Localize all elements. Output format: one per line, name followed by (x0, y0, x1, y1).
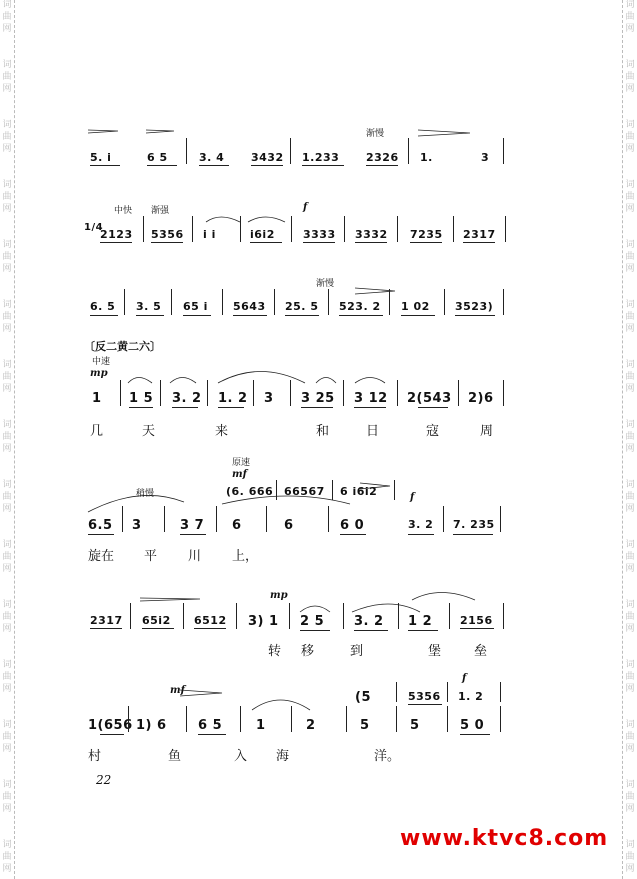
note-group: 7235 (410, 228, 443, 241)
bar-line (186, 706, 187, 732)
watermark-char: 词 (625, 240, 635, 250)
note-group: 2156 (460, 614, 493, 627)
watermark-char: 词 (2, 480, 12, 490)
lyric: 几 (90, 424, 104, 439)
watermark-char: 曲 (2, 72, 12, 82)
watermark-char: 曲 (625, 432, 635, 442)
watermark-char: 网 (625, 444, 635, 454)
bar-line (291, 216, 292, 242)
lyric: 平 (144, 549, 158, 564)
watermark-char: 网 (625, 684, 635, 694)
watermark-char: 词 (625, 540, 635, 550)
bar-line (240, 706, 241, 732)
watermark-char: 曲 (625, 792, 635, 802)
watermark-char: 曲 (2, 612, 12, 622)
watermark-char: 网 (2, 144, 12, 154)
note-group: 3. 2 (172, 391, 202, 406)
bar-line (505, 216, 506, 242)
note-group: 6. 5 (90, 300, 116, 313)
dynamics-mark: f (462, 673, 467, 684)
bar-line (328, 506, 329, 532)
watermark-char: 词 (2, 420, 12, 430)
note-group: 1 02 (401, 300, 430, 313)
lyric: 来 (215, 424, 229, 439)
lyric: 村 (88, 749, 102, 764)
lyric: 转 (268, 644, 282, 659)
watermark-char: 词 (625, 780, 635, 790)
watermark-char: 曲 (2, 192, 12, 202)
watermark-char: 网 (2, 864, 12, 874)
watermark-char: 曲 (2, 372, 12, 382)
watermark-char: 网 (625, 504, 635, 514)
note-group: 1) 6 (136, 718, 167, 733)
watermark-char: 词 (2, 600, 12, 610)
dynamics-mark: mp (90, 368, 108, 379)
note-group: 6 5 (147, 151, 168, 164)
note-group: 5 0 (460, 718, 485, 733)
note-group: 5356 (151, 228, 184, 241)
note-group: i i (203, 228, 216, 241)
bar-line (240, 216, 241, 242)
watermark-char: 曲 (625, 672, 635, 682)
lyric: 上， (232, 549, 259, 564)
watermark-char: 词 (2, 240, 12, 250)
bar-line (503, 138, 504, 164)
bar-line (344, 216, 345, 242)
note-group: 1. 2 (218, 391, 248, 406)
upper-note-group: 6 i6i2 (340, 485, 378, 498)
lyric: 天 (142, 424, 156, 439)
note-group: 3333 (303, 228, 336, 241)
lyric: 入 (234, 749, 248, 764)
watermark-char: 词 (2, 660, 12, 670)
bar-line (183, 603, 184, 629)
watermark-char: 网 (625, 24, 635, 34)
bar-line (396, 706, 397, 732)
watermark-char: 曲 (2, 252, 12, 262)
lyric: 堡 (428, 644, 442, 659)
dynamics-mark: 渐强 (151, 206, 170, 216)
watermark-char: 曲 (625, 252, 635, 262)
bar-line (290, 380, 291, 406)
watermark-char: 词 (2, 0, 12, 10)
watermark-char: 网 (625, 564, 635, 574)
watermark-char: 词 (625, 720, 635, 730)
note-group: 65i2 (142, 614, 171, 627)
bar-line (164, 506, 165, 532)
watermark-char: 网 (2, 204, 12, 214)
bar-line (192, 216, 193, 242)
note-group: 2)6 (468, 391, 494, 406)
lyric: 寇 (426, 424, 440, 439)
watermark-char: 曲 (2, 852, 12, 862)
bar-line (143, 216, 144, 242)
bar-line (500, 706, 501, 732)
lyric: 周 (480, 424, 494, 439)
note-group: 3. 5 (136, 300, 162, 313)
bar-line (408, 138, 409, 164)
upper-note-group: 66567 (284, 485, 325, 498)
tempo-mark: 稍慢 (136, 489, 155, 499)
note-group: 1. (420, 151, 433, 164)
watermark-char: 网 (625, 264, 635, 274)
note-group: 3 (481, 151, 490, 164)
watermark-char: 词 (625, 420, 635, 430)
note-group: 2 5 (300, 614, 325, 629)
note-group: 3 25 (301, 391, 335, 406)
watermark-char: 曲 (2, 672, 12, 682)
watermark-char: 曲 (625, 72, 635, 82)
note-group: 7. 235 (453, 518, 495, 531)
note-group: 5643 (233, 300, 266, 313)
section-header: 〔反二黄二六〕 (84, 340, 161, 353)
dynamics-mark: f (303, 202, 308, 213)
note-group: 1 5 (129, 391, 154, 406)
note-group: 3. 2 (408, 518, 434, 531)
watermark-char: 曲 (625, 372, 635, 382)
upper-note-group: (6. 666 (226, 485, 274, 498)
lyric: 垒 (474, 644, 488, 659)
bar-line (444, 289, 445, 315)
note-group: 3. 2 (354, 614, 384, 629)
watermark-char: 词 (2, 300, 12, 310)
note-group: 1 (256, 718, 266, 733)
bar-line (443, 506, 444, 532)
watermark-char: 曲 (625, 852, 635, 862)
note-group: 2 (306, 718, 316, 733)
watermark-char: 曲 (625, 732, 635, 742)
tempo-mark: 中速 (92, 357, 111, 367)
bar-line (274, 289, 275, 315)
watermark-char: 网 (2, 24, 12, 34)
note-group: 6 (232, 518, 242, 533)
note-group: 3 12 (354, 391, 388, 406)
watermark-char: 网 (2, 444, 12, 454)
bar-line (266, 506, 267, 532)
bar-line (453, 216, 454, 242)
bar-line (447, 706, 448, 732)
watermark-char: 曲 (625, 312, 635, 322)
watermark-char: 网 (625, 804, 635, 814)
bar-line (253, 380, 254, 406)
bar-line (328, 289, 329, 315)
dynamics-mark: mf (170, 685, 185, 696)
note-group: 3432 (251, 151, 284, 164)
bar-line (389, 289, 390, 315)
note-group: 3 7 (180, 518, 205, 533)
bar-line (122, 506, 123, 532)
watermark-char: 词 (625, 480, 635, 490)
watermark-char: 曲 (2, 432, 12, 442)
watermark-char: 网 (2, 744, 12, 754)
watermark-char: 词 (2, 120, 12, 130)
watermark-char: 网 (2, 624, 12, 634)
bar-line (130, 603, 131, 629)
note-group: 523. 2 (339, 300, 381, 313)
upper-note-group: 1. 2 (458, 690, 484, 703)
tempo-mark: 原速 (232, 458, 251, 468)
watermark-char: 网 (2, 384, 12, 394)
note-group: 25. 5 (285, 300, 319, 313)
lyric: 川 (188, 549, 202, 564)
note-group: 3523) (455, 300, 494, 313)
bar-line (398, 603, 399, 629)
watermark-char: 曲 (625, 552, 635, 562)
watermark-char: 词 (625, 120, 635, 130)
upper-note-group: 5356 (408, 690, 441, 703)
bar-line (216, 506, 217, 532)
lyric: 鱼 (168, 749, 182, 764)
bar-line (449, 603, 450, 629)
page-number: 22 (96, 773, 112, 787)
note-group: 1 2 (408, 614, 433, 629)
note-group: 6512 (194, 614, 227, 627)
watermark-char: 曲 (2, 732, 12, 742)
watermark-char: 词 (625, 360, 635, 370)
bar-line (503, 603, 504, 629)
watermark-char: 网 (2, 684, 12, 694)
note-group: i6i2 (250, 228, 275, 241)
watermark-char: 网 (2, 804, 12, 814)
watermark-char: 曲 (2, 12, 12, 22)
watermark-char: 词 (2, 840, 12, 850)
lyric: 移 (301, 644, 315, 659)
note-group: 1.233 (302, 151, 340, 164)
tempo-mark: 渐慢 (366, 129, 385, 139)
bar-line (120, 380, 121, 406)
watermark-char: 网 (2, 504, 12, 514)
bar-line (128, 706, 129, 732)
watermark-char: 网 (625, 144, 635, 154)
watermark-char: 曲 (2, 132, 12, 142)
note-group: 1(656 (88, 718, 133, 733)
note-group: 2317 (463, 228, 496, 241)
watermark-char: 曲 (625, 192, 635, 202)
bar-line (186, 138, 187, 164)
watermark-char: 网 (2, 84, 12, 94)
watermark-char: 曲 (2, 552, 12, 562)
dynamics-mark: f (410, 492, 415, 503)
lyric: 洋。 (374, 749, 401, 764)
lyric: 到 (350, 644, 364, 659)
bar-line (343, 603, 344, 629)
lyric: 旋在 (88, 549, 115, 564)
note-group: 6 0 (340, 518, 365, 533)
note-group: 5 (360, 718, 370, 733)
bar-line (397, 380, 398, 406)
bar-line (346, 706, 347, 732)
note-group: 5. i (90, 151, 112, 164)
note-group: 3332 (355, 228, 388, 241)
note-group: 2317 (90, 614, 123, 627)
note-group: 3 (264, 391, 274, 406)
note-group: 2(543 (407, 391, 452, 406)
watermark-char: 词 (625, 180, 635, 190)
bar-line (289, 603, 290, 629)
watermark-char: 网 (2, 564, 12, 574)
watermark-char: 曲 (2, 312, 12, 322)
note-group: 3. 4 (199, 151, 225, 164)
tempo-mark: 渐慢 (316, 279, 335, 289)
bar-line (160, 380, 161, 406)
bar-line (503, 380, 504, 406)
watermark-char: 词 (2, 780, 12, 790)
watermark-char: 词 (2, 720, 12, 730)
lyric: 和 (316, 424, 330, 439)
note-group: 65 i (183, 300, 208, 313)
dynamics-mark: mp (270, 590, 288, 601)
bar-line (458, 380, 459, 406)
bar-line (290, 138, 291, 164)
watermark-char: 曲 (625, 612, 635, 622)
note-group: 1 (92, 391, 102, 406)
watermark-char: 曲 (625, 492, 635, 502)
watermark-char: 网 (625, 324, 635, 334)
watermark-char: 词 (2, 540, 12, 550)
bar-line (291, 706, 292, 732)
upper-note-group: (5 (355, 690, 371, 705)
tempo-mark: 中快 (114, 206, 133, 216)
dynamics-mark: mf (232, 469, 247, 480)
watermark-char: 词 (625, 840, 635, 850)
watermark-char: 网 (625, 864, 635, 874)
lyric: 日 (366, 424, 380, 439)
watermark-char: 网 (625, 744, 635, 754)
watermark-char: 词 (2, 60, 12, 70)
watermark-char: 网 (625, 384, 635, 394)
note-group: 3) 1 (248, 614, 279, 629)
watermark-char: 词 (2, 180, 12, 190)
bar-line (207, 380, 208, 406)
note-group: 5 (410, 718, 420, 733)
watermark-char: 词 (625, 300, 635, 310)
watermark-char: 网 (625, 624, 635, 634)
watermark-char: 网 (625, 204, 635, 214)
bar-line (343, 380, 344, 406)
watermark-char: 曲 (625, 132, 635, 142)
note-group: 3 (132, 518, 142, 533)
bar-line (500, 506, 501, 532)
watermark-char: 网 (2, 324, 12, 334)
watermark-char: 词 (625, 600, 635, 610)
time-signature: 1/4 (84, 222, 104, 233)
note-group: 6 (284, 518, 294, 533)
bar-line (222, 289, 223, 315)
site-logo: www.ktvc8.com (400, 826, 609, 851)
watermark-char: 网 (625, 84, 635, 94)
note-group: 6 5 (198, 718, 223, 733)
watermark-char: 曲 (2, 792, 12, 802)
note-group: 2123 (100, 228, 133, 241)
watermark-char: 词 (625, 60, 635, 70)
bar-line (124, 289, 125, 315)
bar-line (236, 603, 237, 629)
bar-line (503, 289, 504, 315)
watermark-char: 曲 (2, 492, 12, 502)
note-group: 2326 (366, 151, 399, 164)
lyric: 海 (276, 749, 290, 764)
watermark-char: 词 (625, 660, 635, 670)
watermark-char: 词 (625, 0, 635, 10)
bar-line (171, 289, 172, 315)
watermark-char: 曲 (625, 12, 635, 22)
watermark-char: 词 (2, 360, 12, 370)
note-group: 6.5 (88, 518, 113, 533)
watermark-char: 网 (2, 264, 12, 274)
bar-line (397, 216, 398, 242)
